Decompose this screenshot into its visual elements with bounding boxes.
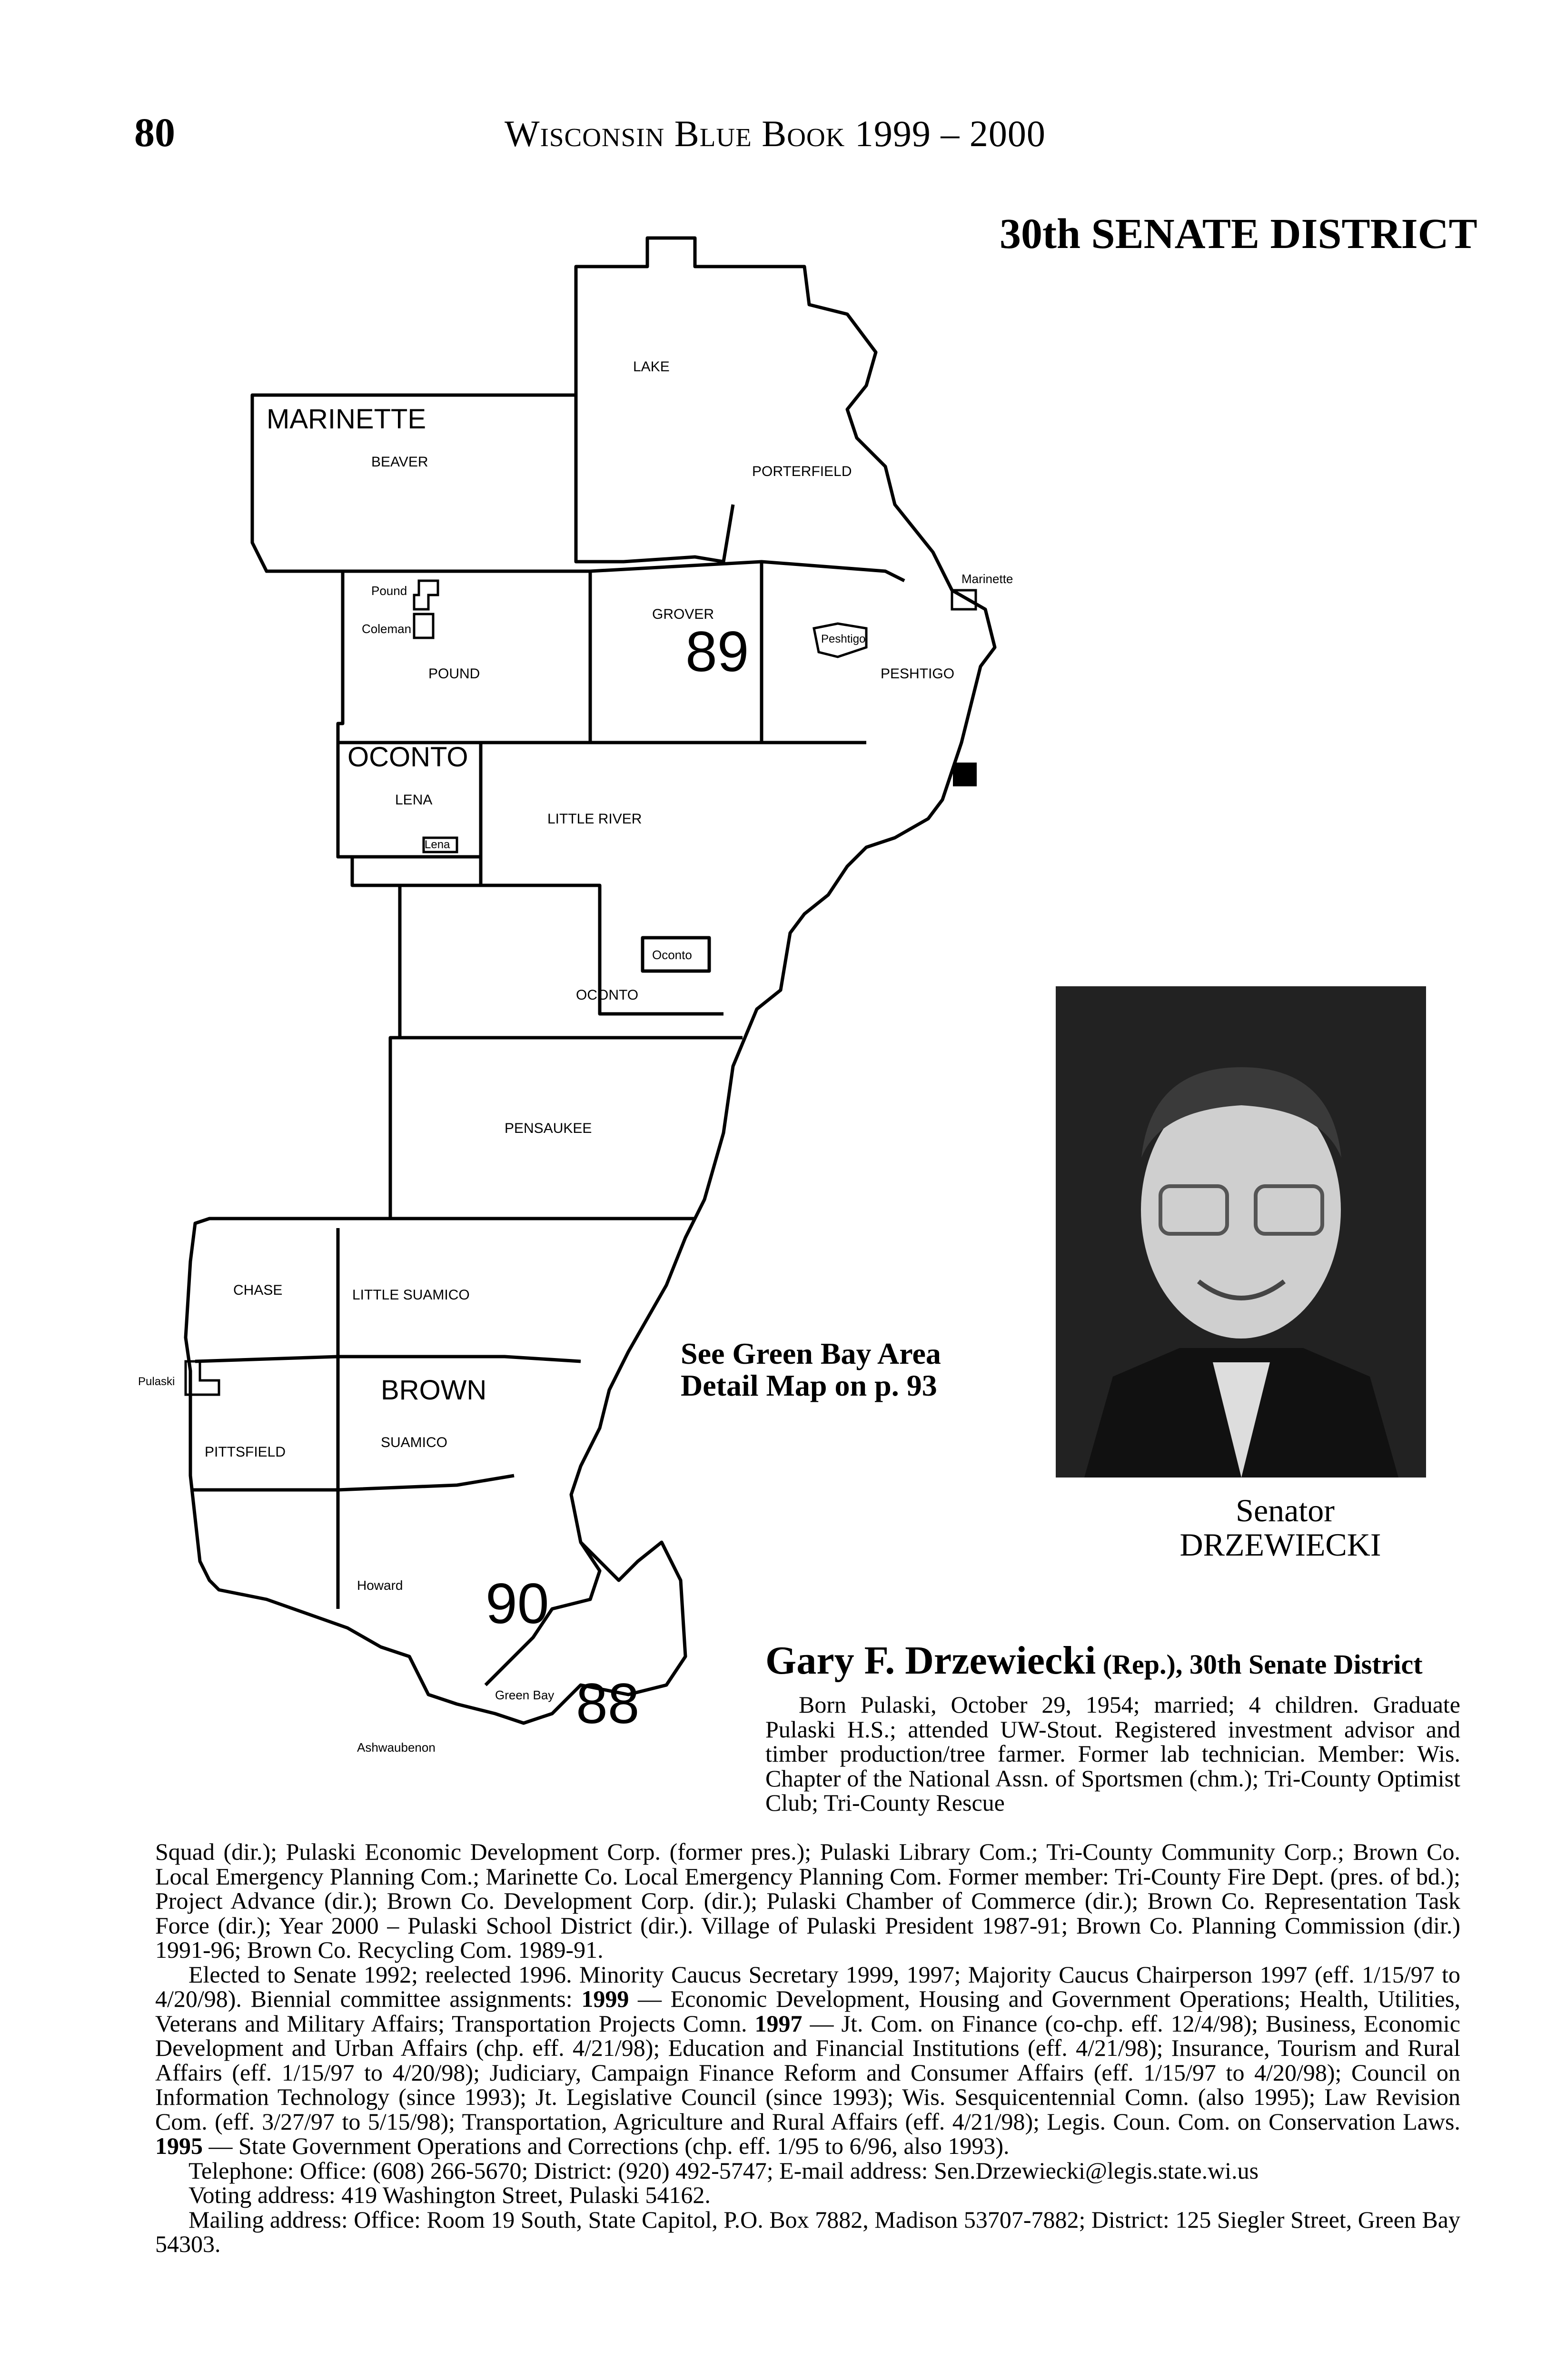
year-1995: 1995: [155, 2132, 203, 2159]
note-line-1: See Green Bay Area: [681, 1337, 941, 1370]
year-1999: 1999: [581, 1985, 629, 2012]
note-line-2: Detail Map on p. 93: [681, 1368, 937, 1403]
portrait-caption-name: DRZEWIECKI: [1179, 1527, 1381, 1563]
committee-text-c: — Jt. Com. on Finance (co-chp. eff. 12/4/98); Business, Economic Development and Urban Affairs (chp. eff. 4/21/98); Education and Financial Institutions (eff. 4/21/98); Insurance, Tourism and Rural Affairs (eff. 1/15/97 to 4/20/98); Judiciary, Campaign Finance Reform and Consumer Affairs (eff. 1/15/97 to 4/20/98); Council on Information Technology (since 1993); Jt. Legislative Council (since 1993); Wis. Sesquicentennial Comn. (also 1995); Law Revision Com. (eff. 3/27/97 to 5/15/98); Transportation, Agriculture and Rural Affairs (eff. 4/21/98); Legis. Coun. Com. on Conservation Laws.: [155, 2010, 1460, 2135]
voting-address-line: Voting address: 419 Washington Street, Pulaski 54162.: [188, 2182, 711, 2208]
city-label-marinette: Marinette: [961, 572, 1013, 586]
village-label-pulaski: Pulaski: [138, 1375, 175, 1388]
portrait-caption-title: Senator: [1236, 1492, 1335, 1528]
city-label-green-bay: Green Bay: [495, 1688, 555, 1702]
page-number: 80: [134, 109, 175, 155]
town-label-little-suamico: LITTLE SUAMICO: [352, 1287, 470, 1303]
assembly-district-89: 89: [685, 620, 749, 684]
county-label-marinette: MARINETTE: [267, 404, 426, 435]
town-label-porterfield: PORTERFIELD: [752, 464, 852, 479]
bio-paragraph-1-start: [765, 1693, 1460, 1815]
city-label-peshtigo: Peshtigo: [821, 633, 866, 645]
bio-heading: [765, 1637, 1423, 1684]
pound-village-outline: [414, 581, 438, 609]
mailing-address-line: Mailing address: Office: Room 19 South, State Capitol, P.O. Box 7882, Madison 53707-7882; District: 125 Siegler Street, Green Bay 54303.: [155, 2206, 1460, 2257]
town-label-pound: POUND: [428, 666, 480, 682]
town-label-lake: LAKE: [633, 359, 670, 375]
town-label-suamico: SUAMICO: [381, 1435, 448, 1450]
coleman-village-outline: [414, 614, 433, 638]
bio-p1-narrow-text: Born Pulaski, October 29, 1954; married; 4 children. Graduate Pulaski H.S.; attended UW-Stout. Registered investment advisor and timber production/tree farmer. Former lab technician. Member: Wis. Chapter of the National Assn. of Sportsmen (chm.); Tri-County Optimist Club; Tri-County Rescue: [765, 1691, 1460, 1816]
telephone-line: Telephone: Office: (608) 266-5670; District: (920) 492-5747; E-mail address: Sen.Drzewiecki@legis.state.wi.us: [188, 2157, 1259, 2184]
bio-committee-paragraph: [155, 1963, 1460, 2159]
village-label-pound: Pound: [371, 584, 407, 598]
assembly-district-90: 90: [486, 1572, 549, 1636]
village-label-lena: Lena: [425, 838, 450, 851]
town-label-pittsfield: PITTSFIELD: [205, 1444, 286, 1460]
committee-text-d: — State Government Operations and Corrections (chp. eff. 1/95 to 6/96, also 1993).: [203, 2132, 1010, 2159]
town-label-peshtigo: PESHTIGO: [881, 666, 955, 682]
district-boundary: [186, 238, 995, 1723]
town-label-beaver: BEAVER: [371, 454, 428, 470]
portrait-photo: [1056, 986, 1426, 1478]
town-label-oconto: OCONTO: [576, 987, 639, 1003]
district-map: [124, 228, 1028, 1799]
town-label-little-river: LITTLE RIVER: [547, 811, 642, 827]
assembly-district-88: 88: [576, 1672, 640, 1735]
district-title: 30th SENATE DISTRICT: [1000, 210, 1477, 258]
town-label-grover: GROVER: [652, 606, 714, 622]
bio-p1-wide-text: Squad (dir.); Pulaski Economic Development Corp. (former pres.); Pulaski Library Com.; Tri-County Community Corp.; Brown Co. Local Emergency Planning Com.; Marinette Co. Local Emergency Planning Com. Former member: Tri-County Fire Dept. (pres. of bd.); Project Advance (dir.); Brown Co. Development Corp. (dir.); Pulaski Chamber of Commerce (dir.); Brown Co. Representation Task Force (dir.); Year 2000 – Pulaski School District (dir.). Village of Pulaski President 1987-91; Brown Co. Planning Commission (dir.) 1991-96; Brown Co. Recycling Com. 1989-91.: [155, 1838, 1460, 1963]
county-label-oconto: OCONTO: [347, 742, 468, 773]
senator-portrait: [1056, 986, 1426, 1478]
village-label-ashwaubenon: Ashwaubenon: [357, 1740, 436, 1755]
year-1997: 1997: [754, 2010, 803, 2037]
committee-text-a: Elected to Senate 1992; reelected 1996. Minority Caucus Secretary 1999, 1997; Majority Caucus Chairperson 1997 (eff. 1/15/97 to 4/20/98). Biennial committee assignments:: [155, 1961, 1460, 2012]
town-label-lena: LENA: [395, 792, 433, 808]
town-label-chase: CHASE: [233, 1282, 283, 1298]
city-label-oconto: Oconto: [652, 948, 692, 962]
green-bay-detail-note: [681, 1338, 941, 1401]
marinette-dark-block: [953, 763, 977, 786]
party-district: (Rep.), 30th Senate District: [1096, 1649, 1423, 1680]
running-head: Wisconsin Blue Book 1999 – 2000: [505, 113, 1046, 154]
town-label-pensaukee: PENSAUKEE: [505, 1121, 592, 1136]
village-label-coleman: Coleman: [362, 622, 412, 636]
senator-name: Gary F. Drzewiecki: [765, 1638, 1096, 1683]
bio-body: [155, 1840, 1460, 2257]
county-label-brown: BROWN: [381, 1375, 487, 1406]
village-label-howard: Howard: [357, 1578, 403, 1593]
committee-text-b: — Economic Development, Housing and Government Operations; Health, Utilities, Veterans and Military Affairs; Transportation Projects Comn.: [155, 1985, 1461, 2037]
